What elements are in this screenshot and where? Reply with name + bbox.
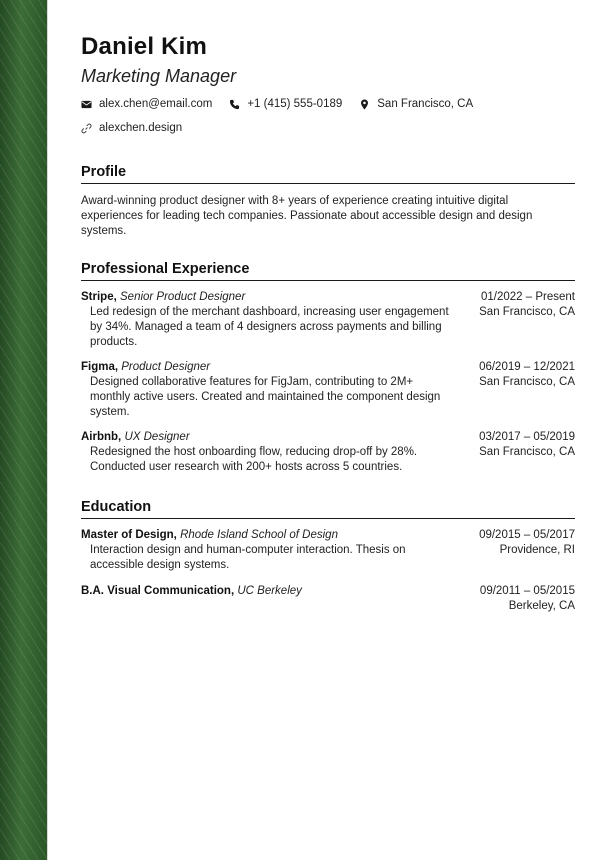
decorative-sidebar <box>0 0 47 860</box>
job-description: Led redesign of the merchant dashboard, increasing user engagement by 34%. Managed a team of 4 designers across payments and billing products. <box>90 306 449 348</box>
job-heading <box>81 360 210 375</box>
profile-heading: Profile <box>81 163 575 184</box>
contact-row <box>81 98 490 110</box>
job-title: Senior Product Designer <box>120 291 246 303</box>
experience-entry <box>81 430 575 475</box>
experience-heading: Professional Experience <box>81 260 575 281</box>
location-pin-icon <box>359 99 370 110</box>
school-name: UC Berkeley <box>237 585 302 597</box>
education-dates: 09/2011 – 05/2015 <box>479 585 575 597</box>
candidate-role: Marketing Manager <box>81 66 237 86</box>
company-name: Airbnb, <box>81 431 122 443</box>
degree-name: Master of Design, <box>81 529 177 541</box>
email-text: alex.chen@email.com <box>99 98 213 110</box>
school-name: Rhode Island School of Design <box>180 529 338 541</box>
job-dates: 03/2017 – 05/2019 <box>479 431 575 443</box>
contact-location <box>359 98 473 110</box>
mail-icon <box>81 99 92 110</box>
sidebar-divider <box>47 0 48 860</box>
job-location: San Francisco, CA <box>479 376 575 388</box>
experience-entry <box>81 360 575 420</box>
degree-name: B.A. Visual Communication, <box>81 585 235 597</box>
location-text: San Francisco, CA <box>377 98 474 110</box>
experience-entry <box>81 290 575 350</box>
phone-text: +1 (415) 555-0189 <box>247 98 343 110</box>
degree-heading <box>81 584 302 599</box>
job-description: Designed collaborative features for FigJam, contributing to 2M+ monthly active users. Created and maintained the component design system. <box>90 376 441 418</box>
job-dates: 06/2019 – 12/2021 <box>479 361 575 373</box>
job-location: San Francisco, CA <box>479 446 575 458</box>
education-location: Providence, RI <box>499 544 575 556</box>
link-icon <box>81 123 92 134</box>
education-description <box>81 599 450 614</box>
job-title: Product Designer <box>121 361 211 373</box>
website-text: alexchen.design <box>99 122 183 134</box>
job-heading <box>81 430 190 445</box>
education-entry <box>81 528 575 573</box>
contact-email[interactable] <box>81 98 212 110</box>
job-description: Redesigned the host onboarding flow, reducing drop-off by 28%. Conducted user research with 200+ hosts across 5 countries. <box>90 446 418 473</box>
education-description: Interaction design and human-computer interaction. Thesis on accessible design systems. <box>90 544 406 571</box>
profile-summary: Award-winning product designer with 8+ years of experience creating intuitive digital experiences for leading tech companies. Passionate about accessible design and design systems. <box>81 195 533 237</box>
education-location: Berkeley, CA <box>508 600 575 612</box>
education-heading: Education <box>81 498 575 519</box>
candidate-name: Daniel Kim <box>81 33 208 60</box>
contact-website[interactable] <box>81 122 182 134</box>
education-entry <box>81 584 575 614</box>
job-location: San Francisco, CA <box>479 306 575 318</box>
contact-row-2 <box>81 122 199 134</box>
phone-icon <box>229 99 240 110</box>
company-name: Stripe, <box>81 291 117 303</box>
job-title: UX Designer <box>124 431 190 443</box>
job-heading <box>81 290 245 305</box>
degree-heading <box>81 528 338 543</box>
company-name: Figma, <box>81 361 119 373</box>
education-dates: 09/2015 – 05/2017 <box>479 529 575 541</box>
contact-phone[interactable] <box>229 98 342 110</box>
job-dates: 01/2022 – Present <box>481 291 575 303</box>
